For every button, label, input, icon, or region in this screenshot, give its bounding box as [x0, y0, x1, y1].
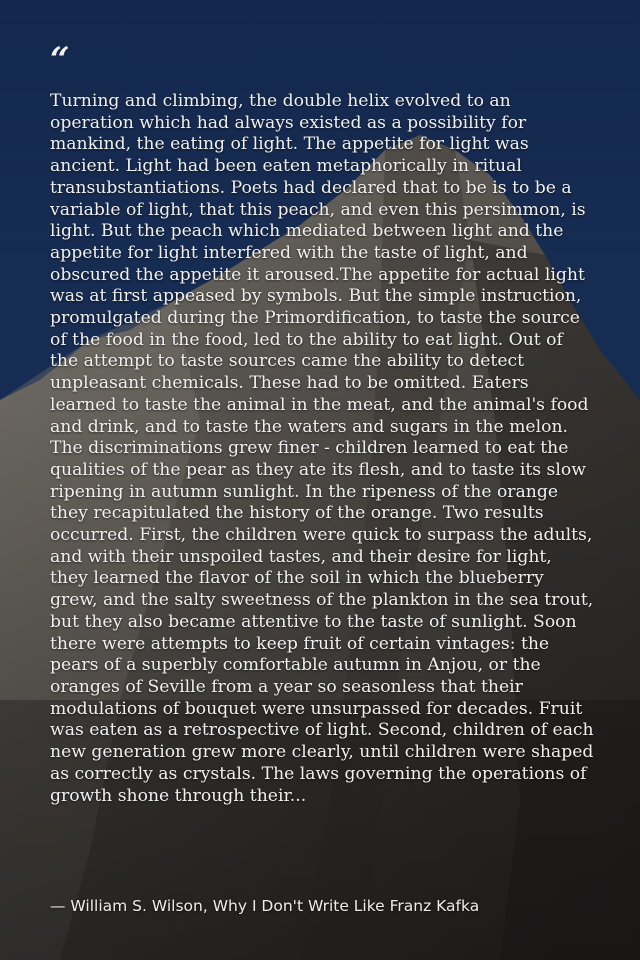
quote-mark-icon: “	[50, 40, 70, 80]
quote-text: Turning and climbing, the double helix evolved to an operation which had always existed as a possibility for mankind, the eating of light. The appetite for light was ancient. Light had been eaten metaphorically in ritual transubstantiations. Poets had declared that to be is to be a variable of light, that this peach, and even this persimmon, is light. But the peach which mediated between light and the appetite for light interfered with the taste of light, and obscured the appetite it aroused.The appetite for actual light was at first appeased by symbols. But the simple instruction, promulgated during the Primordification, to taste the source of the food in the food, led to the ability to eat light. Out of the attempt to taste sources came the ability to detect unpleasant chemicals. These had to be omitted. Eaters learned to taste the animal in the meat, and the animal's food and drink, and to taste the waters and sugars in the melon. The discriminations grew finer - children learned to eat the qualities of the pear as they ate its flesh, and to taste its slow ripening in autumn sunlight. In the ripeness of the orange they recapitulated the history of the orange. Two results occurred. First, the children were quick to surpass the adults, and with their unspoiled tastes, and their desire for light, they learned the flavor of the soil in which the blueberry grew, and the salty sweetness of the plankton in the sea trout, but they also became attentive to the taste of sunlight. Soon there were attempts to keep fruit of certain vintages: the pears of a superbly comfortable autumn in Anjou, or the oranges of Seville from a year so seasonless that their modulations of bouquet were unsurpassed for decades. Fruit was eaten as a retrospective of light. Second, children of each new generation grew more clearly, until children were shaped as correctly as crystals. The laws governing the operations of growth shone through their...	[50, 91, 594, 806]
quote-attribution: — William S. Wilson, Why I Don't Write Like Franz Kafka	[50, 897, 480, 915]
